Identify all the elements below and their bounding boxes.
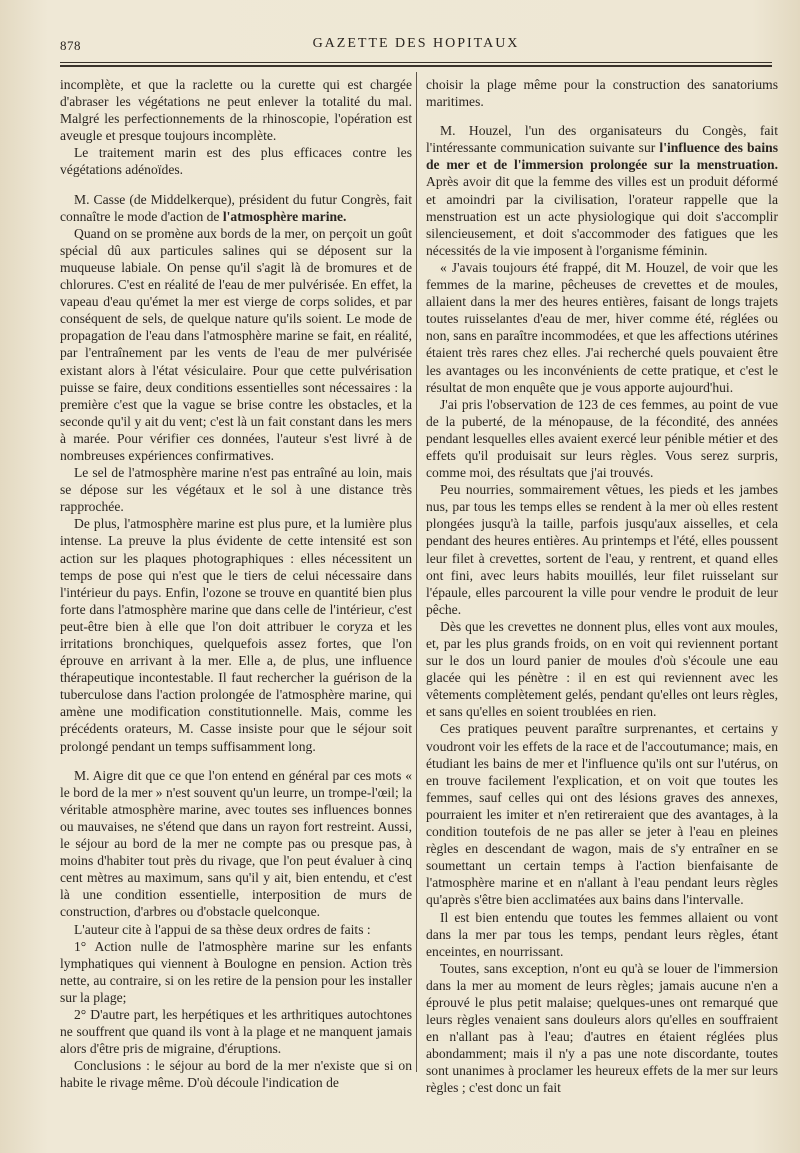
paragraph: Ces pratiques peuvent paraître surprenantes, et certains y voudront voir les effets de la race et de l'accoutumance; mais, en étudiant les bains de mer et l'influence qu'ils ont sur l'utérus, on en trouve facilement l'explication, et on voit que toutes les femmes, sauf celles qui ont des lésions graves des annexes, pourraient les imiter et n'en retireraient que des avantages, à la condition toutefois de ne pas aller se jeter à l'eau en pleines règles en descendant de wagon, mais de s'y entraîner en se soumettant un certain temps à l'action bienfaisante de l'atmosphère marine et en n'allant à l'eau pendant leurs règles qu'après s'être bien acclimatées aux bains dans l'intervalle. xyxy=(426,721,778,908)
paragraph: incomplète, et que la raclette ou la curette qui est chargée d'abraser les végétations ne peut enlever la totalité du mal. Malgré les perfectionnements de la rhinoscopie, l'opération est aveugle et presque toujours incomplète. xyxy=(60,77,412,144)
left-column xyxy=(60,76,412,1091)
paragraph: Le traitement marin est des plus efficaces contre les végétations adénoïdes. xyxy=(60,145,412,178)
paragraph: Toutes, sans exception, n'ont eu qu'à se louer de l'immersion dans la mer au moment de leurs règles; jamais aucune n'en a éprouvé le plus petit malaise; quelques-unes ont remarqué que leurs règles venaient sans douleurs alors qu'elles en souffraient en n'allant pas à l'eau; d'autres en étaient réglées plus abondamment; mais il n'y a pas une note discordante, toutes sont unanimes à proclamer les heureux effets de la mer sur leurs règles ; c'est donc un fait xyxy=(426,960,778,1096)
paragraph-text: M. Casse (de Middelkerque), président du futur Congrès, fait connaître le mode d'action de xyxy=(60,191,412,224)
paragraph-houzel xyxy=(426,122,778,259)
journal-title: GAZETTE DES HOPITAUX xyxy=(312,36,520,51)
paragraph: J'ai pris l'observation de 123 de ces femmes, au point de vue de la puberté, de la ménopause, de la fécondité, des années pendant lesquelles elles avaient exercé leur pénible métier et des effets qu'il produisait sur leurs règles. Vous serez surpris, comme moi, des résultats que j'ai trouvés. xyxy=(426,396,778,481)
column-divider xyxy=(416,72,417,1072)
paragraph: 1° Action nulle de l'atmosphère marine sur les enfants lymphatiques qui viennent à Boulogne en pension. Action très nette, au contraire, si on les retire de la pension pour les installer sur la plage; xyxy=(60,938,412,1005)
bold-topic: l'atmosphère marine. xyxy=(222,208,347,224)
bold-topic: l'influence des bains de mer et de l'immersion prolongée sur la menstruation. xyxy=(426,140,778,173)
paragraph-text: M. Houzel, l'un des organisateurs du Congès, fait l'intéressante communication suivante sur xyxy=(426,123,778,156)
header-rule-thick xyxy=(60,65,772,67)
header-rule-thin xyxy=(60,62,772,63)
paragraph: Quand on se promène aux bords de la mer, on perçoit un goût spécial dû aux particules salines qui se déposent sur la muqueuse labiale. On pense qu'il s'agit là de bromures et de chlorures. C'est en réalité de l'eau de mer pulvérisée. En effet, la vapeau d'eau qu'émet la mer est vierge de corps solides, et par conséquent de sels, de quelque nature qu'ils soient. Le mode de propagation de l'eau dans l'atmosphère marine se fait, en réalité, par l'entraînement par les vents de l'eau de mer pulvérisée existant alors à l'état vésiculaire. Pour que cette pulvérisation puisse se faire, deux conditions essentielles sont nécessaires : la première c'est que la vague se brise contre les obstacles, et la seconde qu'il y ait du vent; c'est là un fait constant dans les mers à marée. Pour vérifier ces données, l'auteur s'est livré à de nombreuses expériences confirmatives. xyxy=(60,225,412,463)
paragraph-aigre: M. Aigre dit que ce que l'on entend en général par ces mots « le bord de la mer » n'est souvent qu'un leurre, un trompe-l'œil; la véritable atmosphère marine, avec toutes ses influences bonnes ou mauvaises, ne s'étend que dans un rayon fort restreint. Aussi, le séjour au bord de la mer ne compte pas ou presque pas, à moins d'habiter tout près du rivage, que l'on peut évaluer à cinq cent mètres au maximum, sans qu'il y ait, bien entendu, et c'est là une condition essentielle, interposition de murs de construction, d'arbres ou d'obstacle quelconque. xyxy=(60,767,412,920)
right-column xyxy=(426,76,778,1097)
paragraph: Peu nourries, sommairement vêtues, les pieds et les jambes nus, par tous les temps elles se rendent à la mer où elles restent plongées jusqu'à la taille, parfois jusqu'aux aisselles, et cela pendant des heures entières. Au printemps et l'été, elles poussent leur filet à crevettes, sortent de l'eau, y rentrent, et quand elles ont fini, avec leurs habits mouillés, leur filet ruisselant sur l'épaule, elles parcourent la ville pour vendre le produit de leur pêche. xyxy=(426,482,778,617)
paragraph: Conclusions : le séjour au bord de la mer n'existe que si on habite le rivage même. D'où découle l'indication de xyxy=(60,1058,412,1091)
page-number: 878 xyxy=(60,38,81,53)
paragraph: choisir la plage même pour la construction des sanatoriums maritimes. xyxy=(426,77,778,110)
paragraph-text: Après avoir dit que la femme des villes est un produit déformé et amoindri par la civilisation, l'orateur rappelle que la menstruation est un acte physiologique qui doit s'accomplir silencieusement, et doit s'accommoder des fatigues que les nécessités de la vie imposent à l'organisme féminin. xyxy=(426,174,778,258)
paragraph: Dès que les crevettes ne donnent plus, elles vont aux moules, et, par les plus grands froids, on en voit qui reviennent portant sur le dos un lourd panier de moules d'où s'écoule une eau glacée qui les pénètre : il en est qui reviennent avec les vêtements complètement gelés, pendant qu'elles ont leurs règles, et sans qu'elles en soient troublées en rien. xyxy=(426,618,778,720)
paragraph-casse xyxy=(60,191,412,225)
page-header xyxy=(60,34,772,56)
paragraph: L'auteur cite à l'appui de sa thèse deux ordres de faits : xyxy=(74,921,371,937)
paragraph: Le sel de l'atmosphère marine n'est pas entraîné au loin, mais se dépose sur les végétaux et le sol à une distance très rapprochée. xyxy=(60,465,412,515)
paragraph: De plus, l'atmosphère marine est plus pure, et la lumière plus intense. La preuve la plus évidente de cette intensité est son action sur les plaques photographiques : elles nécessitent un temps de pose qui n'est que le tiers de celui nécessaire dans l'intérieur du pays. Enfin, l'ozone se trouve en quantité bien plus forte dans l'atmosphère marine que dans celle de l'intérieur, c'est peut-être bien à elle que l'on doit attribuer le coryza et les irritations bronchiques, quelquefois assez fortes, que l'on éprouve en arrivant à la mer. Elle a, de plus, une influence thérapeutique incontestable. Il faut rechercher la guérison de la tuberculose dans l'action prolongée de l'atmosphère marine, qui amène une modification constitutionnelle. Mais, comme les précédents orateurs, M. Casse insiste pour que le séjour soit prolongé pendant un temps suffisamment long. xyxy=(60,516,412,754)
paragraph: « J'avais toujours été frappé, dit M. Houzel, de voir que les femmes de la marine, pêcheuses de crevettes et de moules, allaient dans la mer des heures entières, faisant de longs trajets toutes ruisselantes d'eau de mer, hiver comme été, réglées ou non, sans en paraître incommodées, et que les affections utérines étaient très rares chez elles. J'ai recherché quels pouvaient être les avantages ou les inconvénients de cette pratique, et c'est le résultat de mon enquête que je vous apporte aujourd'hui. xyxy=(426,259,778,395)
paragraph: Il est bien entendu que toutes les femmes allaient ou vont dans la mer par tous les temps, pendant leurs règles, étant enceintes, en nourrissant. xyxy=(426,909,778,959)
paragraph: 2° D'autre part, les herpétiques et les arthritiques autochtones ne souffrent que quand ils vont à la plage et ne manquent jamais alors d'être pris de migraine, d'éruptions. xyxy=(60,1006,412,1057)
